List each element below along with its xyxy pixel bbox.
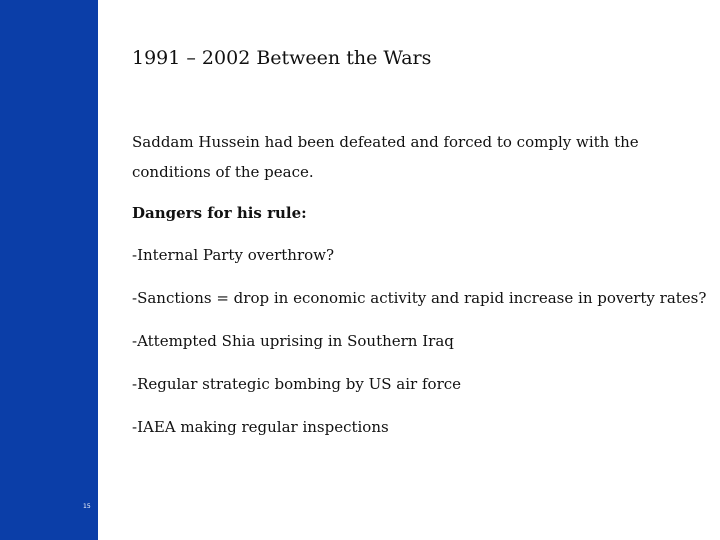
dangers-heading: Dangers for his rule: [132, 204, 307, 222]
slide-title: 1991 – 2002 Between the Wars [132, 47, 432, 69]
danger-item-internal-party: -Internal Party overthrow? [132, 246, 335, 264]
danger-item-iaea-inspections: -IAEA making regular inspections [132, 418, 389, 436]
danger-item-shia-uprising: -Attempted Shia uprising in Southern Iraq [132, 332, 454, 350]
intro-paragraph: Saddam Hussein had been defeated and forced to comply with the conditions of the peace. [132, 133, 639, 181]
danger-item-sanctions: -Sanctions = drop in economic activity and rapid increase in poverty rates? [132, 289, 707, 307]
slide-content [132, 0, 707, 540]
blue-sidebar [0, 0, 98, 540]
danger-item-us-bombing: -Regular strategic bombing by US air force [132, 375, 462, 393]
slide-number: 15 [83, 503, 91, 510]
